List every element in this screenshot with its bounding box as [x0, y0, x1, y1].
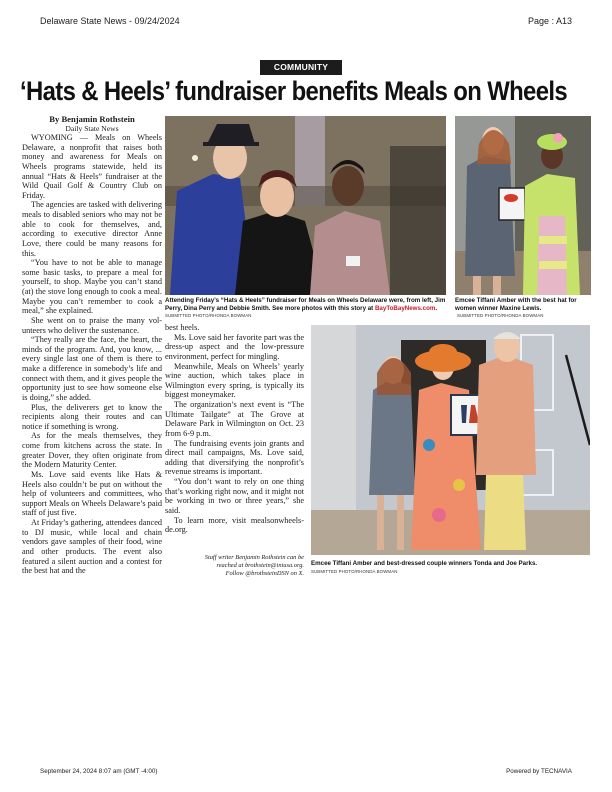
- tagline-line: Staff writer Benjamin Rothstein can be: [204, 554, 304, 561]
- footer-powered-by: Powered by TECNAVIA: [506, 768, 572, 775]
- caption-link[interactable]: BayToBayNews.com: [374, 304, 436, 312]
- section-label: COMMUNITY: [260, 60, 342, 75]
- photo-best-dressed-couple: [311, 325, 590, 555]
- page-number: Page : A13: [527, 16, 572, 26]
- paragraph: Plus, the deliverers get to know the recipients along their routes and can notice if something is wrong.: [22, 402, 162, 431]
- paragraph: Ms. Love said events like Hats & Heels also couldn’t be put on without the help of volunteers and committees, who support Meals on Wheels Delaware’s paid staff of just five.: [22, 469, 162, 518]
- paragraph: “You have to not be able to manage some basic tasks, to prepare a meal for yourself, to shop. Maybe you can’t stand (at) the stove long enough to cook a meal. Maybe you can’t remember to cook a meal,” she explained.: [22, 258, 162, 316]
- paragraph: Ms. Love said her favorite part was the dress-up aspect and the low-pressure environment, perfect for mingling.: [165, 332, 304, 361]
- headline: ‘Hats & Heels’ fundraiser benefits Meals on Wheels: [20, 76, 568, 106]
- paragraph: Meanwhile, Meals on Wheels’ yearly wine auction, which takes place in Wilmington every spring, is typically its biggest moneymaker.: [165, 361, 304, 400]
- paragraph: To learn more, visit mealsonwheelsde.org.: [165, 515, 304, 535]
- paragraph: “They really are the face, the heart, the minds of the program. And, you know, ... every single last one of them is there to make a difference in somebody’s life and connect with them, and it gives people the opportunity just to see how someone else is doing,” she added.: [22, 335, 162, 402]
- photo-attendees: [165, 116, 446, 295]
- paragraph: As for the meals themselves, they come from kitchens across the state. In greater Dover, they often originate from the Modern Maturity Center.: [22, 431, 162, 470]
- tagline-line: reached at brothstein@iniusa.org.: [216, 562, 304, 569]
- byline-author: By Benjamin Rothstein: [49, 114, 135, 124]
- byline-org: Daily State News: [65, 124, 119, 133]
- byline: [22, 114, 162, 133]
- caption-text-end: .: [435, 304, 438, 312]
- caption-text: Attending Friday’s “Hats & Heels” fundraiser for Meals on Wheels Delaware were, from left, Jim Perry, Dina Perry and Debbie Smith. See more photos with this story at: [165, 297, 446, 312]
- paragraph: She went on to praise the many volunteers who deliver the sustenance.: [22, 315, 162, 335]
- photo-best-hat-winner: [455, 116, 591, 295]
- paragraph: WYOMING — Meals on Wheels Delaware, a nonprofit that raises both money and awareness for Meals on Wheels programs statewide, held its annual “Hats & Heels” fundraiser at the Wild Quail Golf & Country Club on Friday.: [22, 133, 162, 200]
- photo-caption: Emcee Tiffani Amber with the best hat for women winner Maxine Lewis.: [455, 297, 577, 312]
- paragraph-continuation: best heels.: [165, 323, 200, 332]
- paragraph: The fundraising events join grants and direct mail campaigns, Ms. Love said, adding that diversifying the nonprofit’s revenue streams is important.: [165, 438, 304, 477]
- photo-credit: SUBMITTED PHOTO/RHONDA BOWMAN: [311, 569, 398, 574]
- tagline-line: Follow @brothsteinDSN on X.: [225, 570, 304, 577]
- paragraph: The agencies are tasked with delivering meals to disabled seniors who may not be able to cook for themselves, and, according to executive director Anne Love, there could be many reasons for this.: [22, 200, 162, 258]
- photo-caption: Emcee Tiffani Amber and best-dressed couple winners Tonda and Joe Parks.: [311, 560, 538, 567]
- photo-credit: SUBMITTED PHOTO/RHONDA BOWMAN: [457, 313, 544, 318]
- paragraph: At Friday’s gathering, attendees danced to DJ music, while local and chain vendors gave samples of their food, wine and other products. The event also featured a silent auction and a contest for the best hat and the: [22, 518, 162, 576]
- article-column-1: [22, 133, 162, 576]
- article-column-2: [165, 323, 304, 535]
- paragraph: “You don’t want to rely on one thing that’s working right now, and it might not be working in two or three years,” she said.: [165, 477, 304, 515]
- author-tagline: [165, 554, 304, 578]
- paragraph: The organization’s next event is “The Ultimate Tailgate” at The Grove at Delaware Park in Wilmington on Oct. 23 from 6-9 p.m.: [165, 400, 304, 438]
- footer-timestamp: September 24, 2024 8:07 am (GMT -4:00): [40, 768, 158, 775]
- photo-credit: SUBMITTED PHOTO/RHONDA BOWMAN: [165, 313, 252, 318]
- publication-date-header: Delaware State News - 09/24/2024: [40, 16, 180, 26]
- photo-caption: [165, 297, 450, 312]
